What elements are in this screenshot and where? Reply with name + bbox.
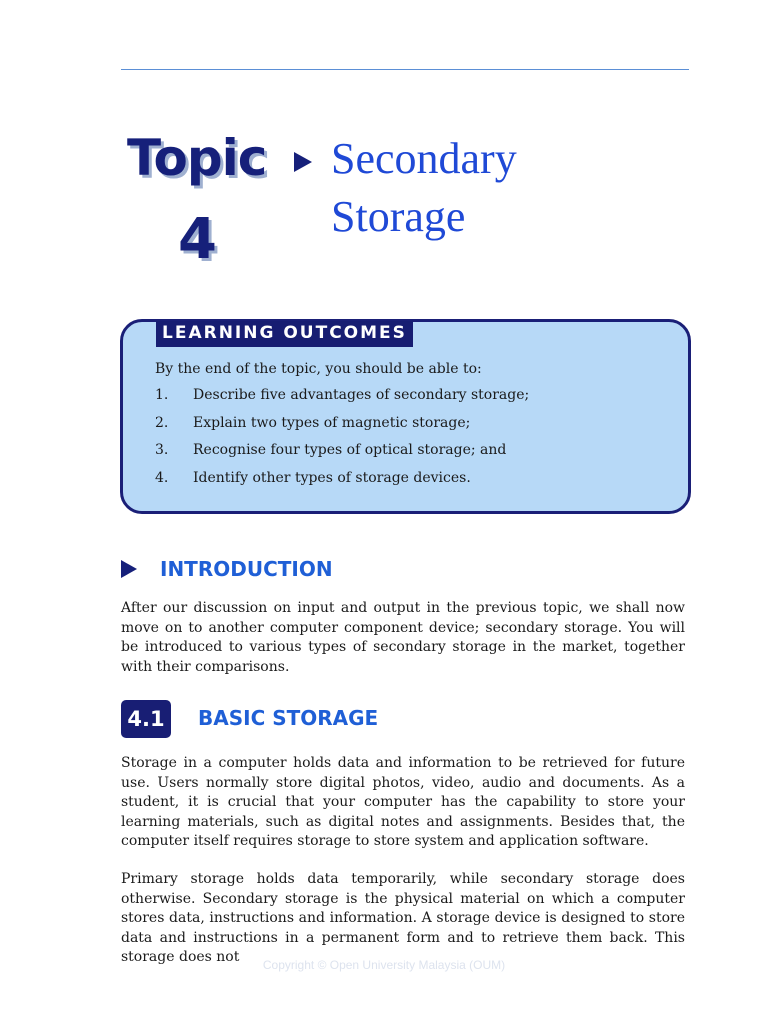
topic-label: Topic <box>127 129 267 187</box>
header-rule <box>121 69 689 70</box>
list-item-text: Identify other types of storage devices. <box>193 469 471 486</box>
learning-outcomes-intro: By the end of the topic, you should be able to: <box>155 361 482 377</box>
play-triangle-icon <box>121 560 137 578</box>
learning-outcomes-list <box>155 385 529 495</box>
list-item <box>155 385 529 413</box>
section-paragraph-2: Primary storage holds data temporarily, while secondary storage does otherwise. Secondary storage is the physical material on which a computer stores data, instructions and information. A storage device is designed to store data and instructions in a permanent form and to retrieve them back. This storage does not <box>121 871 685 965</box>
list-item <box>155 440 529 468</box>
section-title: BASIC STORAGE <box>198 706 379 730</box>
topic-title-line2: Storage <box>331 192 466 241</box>
list-item-number: 3. <box>155 442 169 458</box>
list-item-text: Explain two types of magnetic storage; <box>193 414 471 431</box>
introduction-paragraph: After our discussion on input and output in the previous topic, we shall now move on to another computer component device; secondary storage. You will be introduced to various types of secondary storage in the market, together with their comparisons. <box>121 600 685 675</box>
copyright-footer: Copyright © Open University Malaysia (OUM) <box>262 958 506 972</box>
section-paragraph-1: Storage in a computer holds data and information to be retrieved for future use. Users normally store digital photos, video, audio and documents. As a student, it is crucial that your computer has the capability to store your learning materials, such as digital notes and assignments. Besides that, the computer itself requires storage to store system and application software. <box>121 755 685 849</box>
list-item-text: Describe five advantages of secondary storage; <box>193 387 530 403</box>
topic-number: 4 <box>178 207 217 272</box>
list-item-text: Recognise four types of optical storage; and <box>193 442 507 458</box>
list-item-number: 2. <box>155 414 169 431</box>
introduction-heading-row <box>121 555 333 583</box>
list-item <box>155 413 529 441</box>
topic-title <box>331 130 517 246</box>
list-item-number: 1. <box>155 387 169 403</box>
topic-title-line1: Secondary <box>331 134 517 183</box>
introduction-heading: INTRODUCTION <box>160 557 333 581</box>
list-item <box>155 468 529 496</box>
learning-outcomes-heading: LEARNING OUTCOMES <box>156 321 413 347</box>
list-item-number: 4. <box>155 469 169 486</box>
section-number-badge: 4.1 <box>121 700 171 738</box>
play-triangle-icon <box>294 152 312 172</box>
